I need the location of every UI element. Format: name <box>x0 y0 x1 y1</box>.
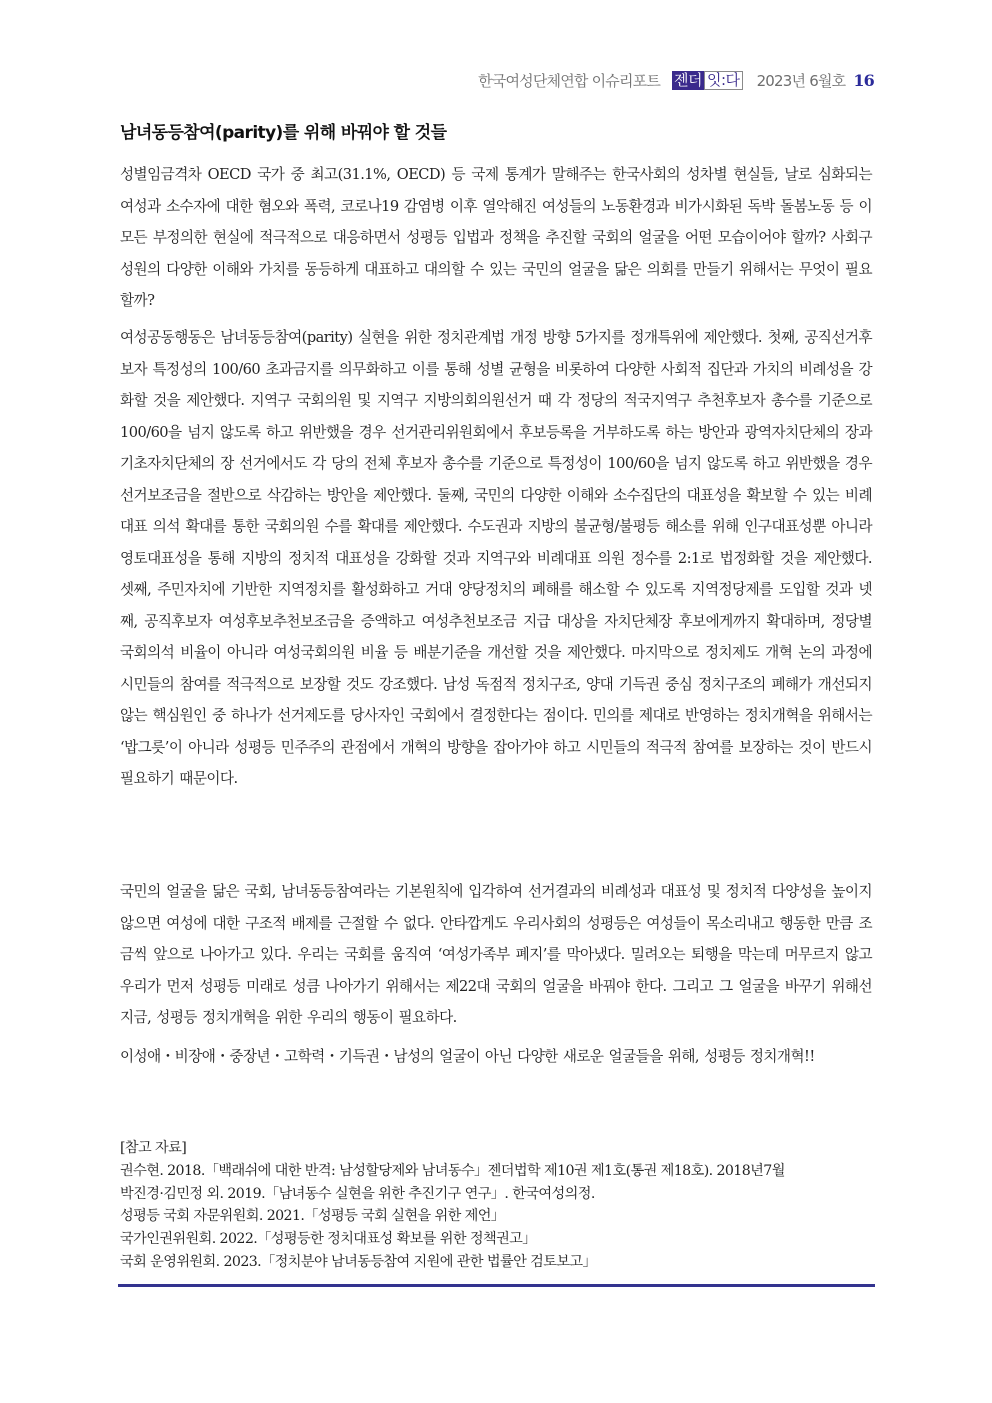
page-number: 16 <box>853 71 874 90</box>
references-section <box>120 1137 880 1274</box>
reference-item: 성평등 국회 자문위원회. 2021.「성평등 국회 실현을 위한 제언」 <box>120 1208 505 1225</box>
section-title: 남녀동등참여(parity)를 위해 바꿔야 할 것들 <box>120 123 447 143</box>
page-header <box>478 70 874 91</box>
paragraph-conclusion: 국민의 얼굴을 닮은 국회, 남녀동등참여라는 기본원칙에 입각하여 선거결과의 비례성과 대표성 및 정치적 다양성을 높이지 않으면 여성에 대한 구조적 배제를 근절할 수 없다. 안타깝게도 우리사회의 성평등은 여성들이 목소리내고 행동한 만큼 조금씩 앞으로 나아가고 있다. 우리는 국회를 움직여 ‘여성가족부 폐지’를 막아냈다. 밀려오는 퇴행을 막는데 머무르지 않고 우리가 먼저 성평등 미래로 성큼 나아가기 위해서는 제22대 국회의 얼굴을 바꿔야 한다. 그리고 그 얼굴을 바꾸기 위해선 지금, 성평등 정치개혁을 위한 우리의 행동이 필요하다. <box>120 883 872 1026</box>
bottom-divider <box>118 1284 875 1287</box>
references-heading: [참고 자료] <box>120 1140 187 1156</box>
paragraph-intro: 성별임금격차 OECD 국가 중 최고(31.1%, OECD) 등 국제 통계가 말해주는 한국사회의 성차별 현실들, 날로 심화되는 여성과 소수자에 대한 혐오와 폭력, 코로나19 감염병 이후 열악해진 여성들의 노동환경과 비가시화된 독박 돌봄노동 등 이 모든 부정의한 현실에 적극적으로 대응하면서 성평등 입법과 정책을 추진할 국회의 얼굴을 어떤 모습이어야 할까? 사회구성원의 다양한 이해와 가치를 동등하게 대표하고 대의할 수 있는 국민의 얼굴을 닮은 의회를 만들기 위해서는 무엇이 필요할까? <box>120 166 872 309</box>
reference-item: 국회 운영위원회. 2023.「정치분야 남녀동등참여 지원에 관한 법률안 검토보고」 <box>120 1253 597 1270</box>
badge-part-gender: 젠더 <box>674 71 703 89</box>
publication-badge <box>672 71 743 90</box>
reference-item: 권수현. 2018.「백래쉬에 대한 반격: 남성할당제와 남녀동수」젠더법학 제10권 제1호(통권 제18호). 2018년7월 <box>120 1162 785 1179</box>
badge-part-connect: 잇:다 <box>704 71 743 90</box>
publisher-name: 한국여성단체연합 이슈리포트 <box>478 72 661 90</box>
reference-item: 박진경·김민정 외. 2019.「남녀동수 실현을 위한 추진기구 연구」. 한국여성의정. <box>120 1185 595 1202</box>
reference-item: 국가인권위원회. 2022.「성평등한 정치대표성 확보를 위한 정책권고」 <box>120 1231 536 1248</box>
paragraph-slogan: 이성애・비장애・중장년・고학력・기득권・남성의 얼굴이 아닌 다양한 새로운 얼굴들을 위해, 성평등 정치개혁!! <box>120 1048 815 1065</box>
issue-date: 2023년 6월호 <box>756 72 846 90</box>
paragraph-proposals: 여성공동행동은 남녀동등참여(parity) 실현을 위한 정치관계법 개정 방향 5가지를 정개특위에 제안했다. 첫째, 공직선거후보자 특정성의 100/60 초과금지를 의무화하고 이를 통해 성별 균형을 비롯하여 다양한 사회적 집단과 가치의 비례성을 강화할 것을 제안했다. 지역구 국회의원 및 지역구 지방의회의원선거 때 각 정당의 적국지역구 추천후보자 총수를 기준으로 100/60을 넘지 않도록 하고 위반했을 경우 선거관리위원회에서 후보등록을 거부하도록 하는 방안과 광역자치단체의 장과 기초자치단체의 장 선거에서도 각 당의 전체 후보자 총수를 기준으로 특정성이 100/60을 넘지 않도록 하고 위반했을 경우 선거보조금을 절반으로 삭감하는 방안을 제안했다. 둘째, 국민의 다양한 이해와 소수집단의 대표성을 확보할 수 있는 비례대표 의석 확대를 통한 국회의원 수를 확대를 제안했다. 수도권과 지방의 불균형/불평등 해소를 위해 인구대표성뿐 아니라 영토대표성을 통해 지방의 정치적 대표성을 강화할 것과 지역구와 비례대표 의원 정수를 2:1로 법정화할 것을 제안했다. 셋째, 주민자치에 기반한 지역정치를 활성화하고 거대 양당정치의 폐해를 해소할 수 있도록 지역정당제를 도입할 것과 넷째, 공직후보자 여성후보추천보조금을 증액하고 여성추천보조금 지급 대상을 자치단체장 후보에게까지 확대하며, 정당별 국회의석 비율이 아니라 여성국회의원 비율 등 배분기준을 개선할 것을 제안했다. 마지막으로 정치제도 개혁 논의 과정에 시민들의 참여를 적극적으로 보장할 것도 강조했다. 남성 독점적 정치구조, 양대 기득권 중심 정치구조의 폐해가 개선되지 않는 핵심원인 중 하나가 선거제도를 당사자인 국회에서 결정한다는 점이다. 민의를 제대로 반영하는 정치개혁을 위해서는 ‘밥그릇’이 아니라 성평등 민주주의 관점에서 개혁의 방향을 잡아가야 하고 시민들의 적극적 참여를 보장하는 것이 반드시 필요하기 때문이다. <box>120 329 872 787</box>
